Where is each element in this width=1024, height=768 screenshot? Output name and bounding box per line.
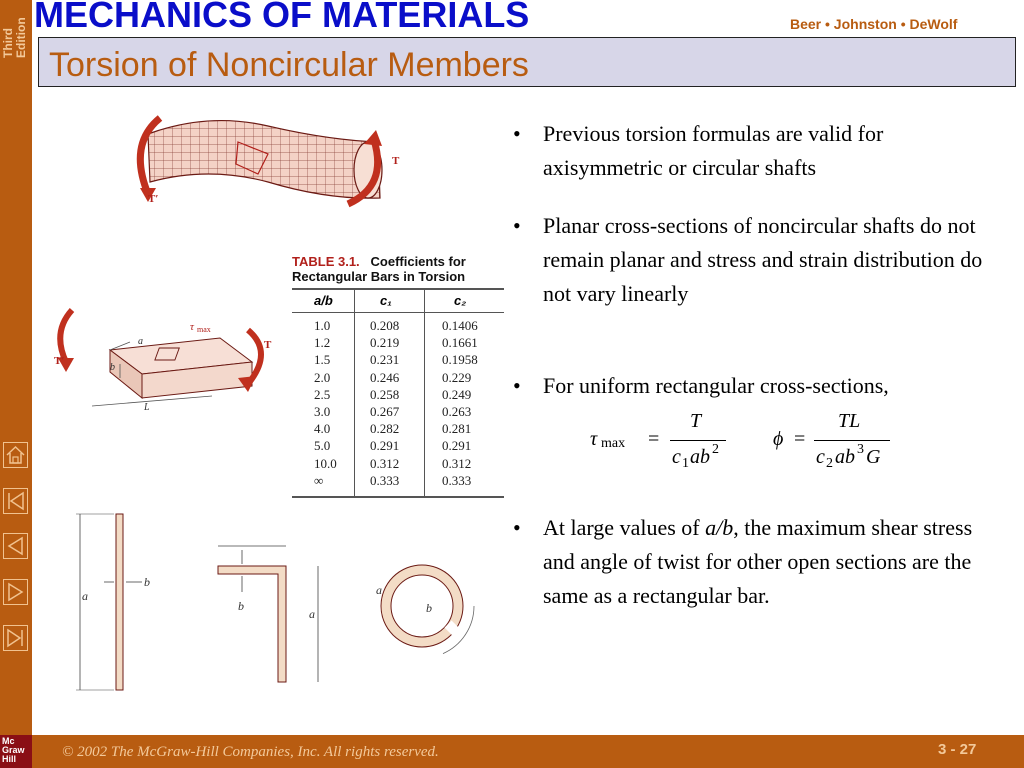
table-cell: 10.0 — [314, 455, 337, 471]
numerator-2: TL — [838, 410, 861, 432]
table-cell: 3.0 — [314, 404, 331, 419]
last-slide-icon — [4, 626, 27, 650]
table-cell: 0.263 — [442, 404, 472, 419]
table-cell: 0.312 — [370, 455, 400, 471]
table-label: TABLE 3.1. — [292, 254, 360, 269]
bullet-text-after: , the maximum shear stress and angle of twist for other open sections are the same as a rectangular bar. — [543, 515, 973, 608]
bullet-dot: • — [513, 373, 521, 398]
table-cell: 1.5 — [314, 352, 331, 368]
bullet-dot: • — [513, 213, 521, 238]
tau-symbol: τ — [590, 428, 598, 450]
table-cell: 0.219 — [370, 335, 400, 351]
bullet-item — [513, 511, 993, 613]
slide-title: Torsion of Noncircular Members — [49, 46, 529, 84]
table-cell: 5.0 — [314, 438, 331, 454]
last-slide-button[interactable] — [3, 625, 28, 651]
next-slide-icon — [4, 580, 27, 604]
fraction-bar-1 — [670, 440, 726, 441]
table-cell: 0.249 — [442, 386, 472, 402]
bullet-item — [513, 209, 993, 311]
table-caption — [292, 254, 504, 284]
block-torque-right: T — [264, 339, 272, 351]
table-header: a/b — [314, 293, 333, 308]
table-cell: 0.258 — [370, 386, 400, 402]
bullet-text-before: At large values of — [543, 515, 706, 540]
table-cell: 0.1661 — [442, 335, 478, 351]
table-cell: 1.0 — [314, 318, 331, 333]
tube-b-label: b — [426, 601, 432, 615]
tau-subscript: max — [601, 436, 626, 451]
table-cell: 0.291 — [370, 438, 400, 454]
edition-line-1: Third — [1, 28, 15, 58]
torsion-formula — [590, 410, 910, 480]
course-title: MECHANICS OF MATERIALS — [34, 0, 530, 35]
angle-b-label: b — [238, 599, 244, 613]
table-cell: 0.291 — [442, 438, 472, 454]
logo-line: Graw — [2, 745, 25, 755]
copyright-notice: © 2002 The McGraw-Hill Companies, Inc. All rights reserved. — [62, 744, 439, 760]
table-header: c₂ — [454, 293, 467, 308]
first-slide-button[interactable] — [3, 488, 28, 514]
denominator-1-ab: ab — [690, 446, 710, 468]
logo-line: Hill — [2, 754, 17, 764]
denominator-1-sup: 2 — [712, 442, 719, 457]
slide-title-box — [38, 37, 1016, 87]
table-cell: 0.231 — [370, 352, 400, 368]
twisted-bar-torque-left: T′ — [148, 193, 159, 205]
equals-sign-2: = — [794, 428, 806, 450]
angle-a-label: a — [309, 607, 315, 621]
table-header: c₁ — [380, 293, 392, 308]
table-cell: 4.0 — [314, 421, 331, 437]
page-number: 3 - 27 — [938, 741, 977, 758]
next-slide-button[interactable] — [3, 579, 28, 605]
previous-slide-button[interactable] — [3, 533, 28, 559]
table-divider — [354, 290, 355, 496]
table-cell: 1.2 — [314, 335, 331, 351]
denominator-2-c: c — [816, 446, 825, 468]
edition-line-2: Edition — [14, 17, 28, 58]
denominator-2-ab: ab — [835, 446, 855, 468]
coefficients-table — [292, 254, 504, 488]
phi-symbol: ϕ — [773, 428, 784, 450]
table-cell: 0.229 — [442, 369, 472, 385]
bullet-text: Planar cross-sections of noncircular shafts do not remain planar and stress and strain distribution do not vary linearly — [543, 213, 983, 306]
tube-a-label: a — [376, 583, 382, 597]
table-cell: 0.246 — [370, 369, 400, 385]
table-cell: ∞ — [314, 472, 324, 488]
denominator-1-sub: 1 — [682, 456, 689, 471]
bullet-text-italic: a/b — [705, 515, 734, 540]
block-a-label: a — [138, 336, 143, 347]
denominator-2-sup: 3 — [857, 442, 864, 457]
block-b-label: b — [110, 362, 115, 373]
denominator-1-c: c — [672, 446, 681, 468]
table-cell: 0.281 — [442, 421, 472, 437]
bullet-text: Previous torsion formulas are valid for axisymmetric or circular shafts — [543, 121, 884, 180]
table-divider — [424, 290, 425, 496]
numerator-1: T — [690, 410, 702, 432]
bullet-text: For uniform rectangular cross-sections, — [543, 373, 889, 398]
table-cell: 0.267 — [370, 404, 400, 419]
table-cell: 0.1406 — [442, 318, 478, 333]
bullet-dot: • — [513, 121, 521, 146]
bullet-item — [513, 117, 993, 185]
block-tau-label: τ — [190, 321, 194, 333]
denominator-2-g: G — [866, 446, 881, 468]
table-cell: 0.1958 — [442, 352, 478, 368]
table-cell: 0.312 — [442, 455, 472, 471]
edition-label — [0, 0, 32, 70]
rectangular-bar-figure — [52, 302, 282, 422]
authors: Beer • Johnston • DeWolf — [790, 16, 958, 32]
equals-sign-1: = — [648, 428, 660, 450]
table-cell: 0.282 — [370, 421, 400, 437]
block-tau-subscript: max — [197, 325, 211, 334]
bullet-item — [513, 369, 993, 403]
previous-slide-icon — [4, 534, 27, 558]
strip-b-label: b — [144, 575, 150, 589]
left-sidebar — [0, 0, 32, 735]
fraction-bar-2 — [814, 440, 890, 441]
block-L-label: L — [144, 402, 150, 413]
bullet-text — [543, 511, 993, 613]
home-icon — [4, 443, 27, 467]
table-cell: 2.0 — [314, 369, 331, 385]
table-body — [292, 288, 504, 498]
table-cell: 2.5 — [314, 386, 331, 402]
table-header-row — [292, 290, 504, 313]
table-cell: 0.208 — [370, 318, 400, 333]
strip-a-label: a — [82, 589, 88, 603]
table-title-2: Rectangular Bars in Torsion — [292, 269, 466, 284]
first-slide-icon — [4, 489, 27, 513]
home-button[interactable] — [3, 442, 28, 468]
table-cell: 0.333 — [442, 472, 472, 488]
logo-line: Mc — [2, 736, 15, 746]
table-title-1: Coefficients for — [370, 254, 466, 269]
publisher-logo — [0, 735, 32, 768]
bullet-dot: • — [513, 515, 521, 540]
table-cell: 0.333 — [370, 472, 400, 488]
open-sections-figure — [66, 506, 496, 700]
twisted-bar-torque-right: T — [392, 155, 400, 167]
block-torque-left: T′ — [54, 355, 65, 367]
twisted-bar-figure — [118, 104, 408, 216]
denominator-2-sub: 2 — [826, 456, 833, 471]
